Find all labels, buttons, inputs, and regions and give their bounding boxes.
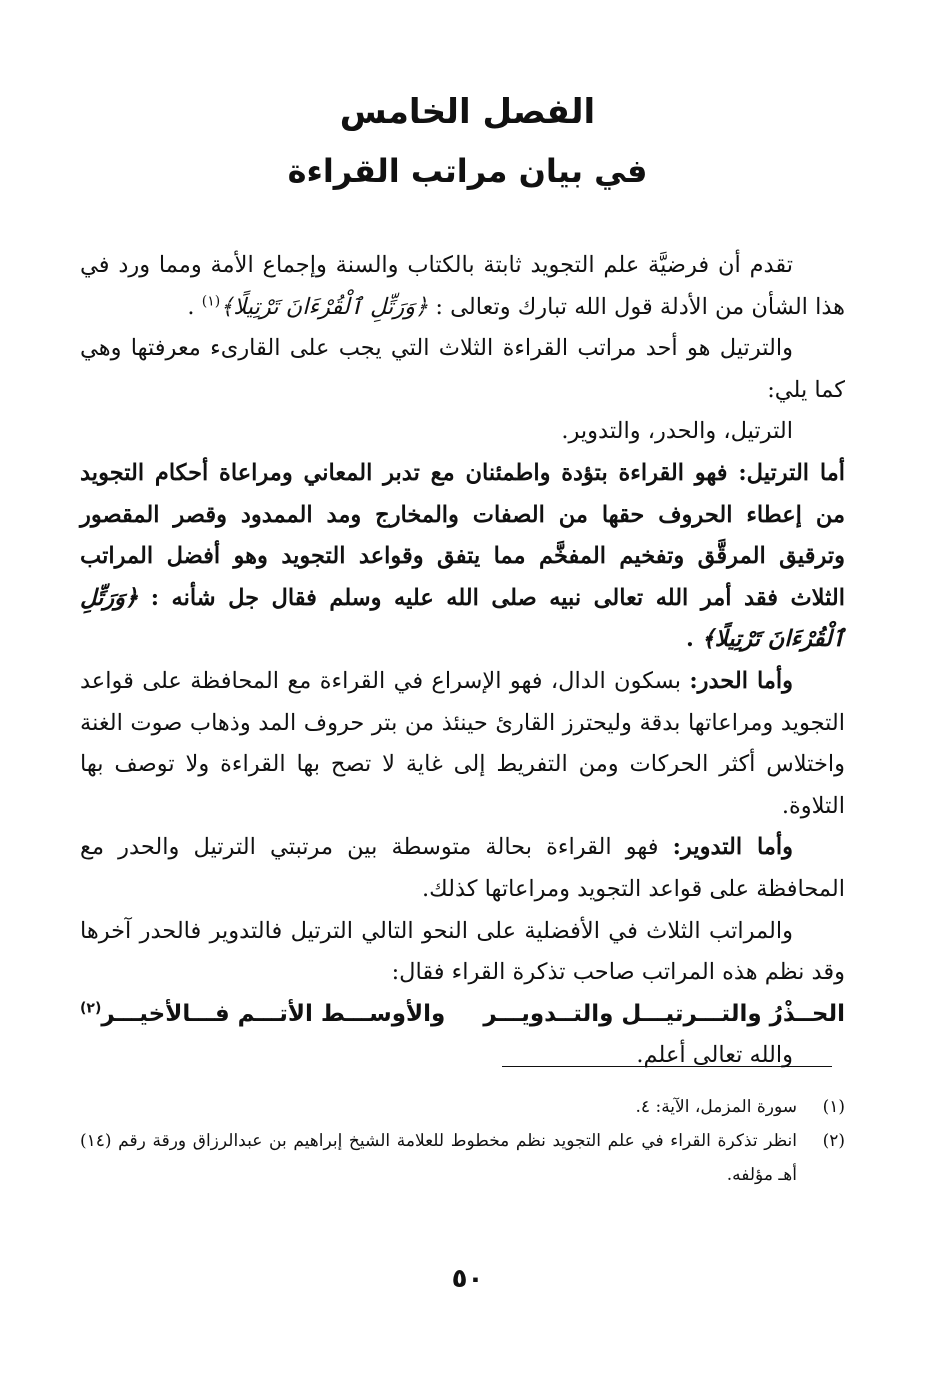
tarteel-label: أما الترتيل: [738,459,845,486]
paragraph-text: تقدم أن فرضيَّة علم التجويد ثابتة بالكتاب والسنة وإجماع الأمة ومما ورد في هذا الشأن من الأدلة قول الله تبارك وتعالى : [80,252,845,320]
footnote-divider [502,1066,832,1067]
paragraph-obligation [80,245,845,328]
footnotes [80,1090,845,1192]
paragraph-levels-intro: والترتيل هو أحد مراتب القراءة الثلاث التي يجب على القارىء معرفتها وهي كما يلي: [80,335,845,403]
quran-verse: ﴿وَرَتِّلِ ٱلْقُرْءَانَ تَرْتِيلًا﴾ [220,293,429,320]
quran-verse: ﴿وَرَتِّلِ ٱلْقُرْءَانَ تَرْتِيلًا﴾ [80,584,845,653]
tadweer-label: وأما التدوير: [672,834,793,861]
footnote-text: سورة المزمل، الآية: ٤. [635,1097,797,1117]
chapter-title: الفصل الخامس [339,92,596,132]
paragraph-order: والمراتب الثلاث في الأفضلية على النحو التالي الترتيل فالتدوير فالحدر آخرها وقد نظم هذه المراتب صاحب تذكرة القراء فقال: [80,917,845,986]
main-text [80,245,845,1077]
page-number: ٥٠ [451,1264,484,1294]
paragraph-tarteel [80,453,845,661]
tadweer-text: فهو القراءة بحالة متوسطة بين مرتبتي الترتيل والحدر مع المحافظة على قواعد التجويد ومراعاتها كذلك. [80,834,845,902]
poem-verse [80,994,845,1036]
footnote-number: (٢) [822,1131,845,1151]
verse-second-half: والأوســـط الأتـــم فـــالأخيـــر [101,1000,446,1027]
footnote-text: انظر تذكرة القراء في علم التجويد نظم مخطوط للعلامة الشيخ إبراهيم بن عبدالرزاق ورقة رقم (١٤) أهـ مؤلفه. [80,1131,797,1185]
footnote-ref-2: (٢) [80,1000,102,1017]
paragraph-levels-list: الترتيل، والحدر، والتدوير. [561,418,793,445]
punctuation: . [685,626,694,653]
closing-line: والله تعالى أعلم. [636,1042,793,1069]
footnote-item [80,1090,845,1124]
tarteel-text: فهو القراءة بتؤدة واطمئنان مع تدبر المعاني ومراعاة أحكام التجويد من إعطاء الحروف حقها من الصفات والمخارج ومد الممدود وقصر المقصور وترقيق المرقَّق وتفخيم المفخَّم مما يتفق وقواعد التجويد وهو أفضل المراتب الثلاث فقد أمر الله تعالى نبيه صلى الله عليه وسلم فقال جل شأنه : [80,459,845,611]
footnote-ref-1: (١) [201,293,221,310]
hadr-label: وأما الحدر: [689,667,793,694]
footnote-item [80,1124,845,1192]
footnote-number: (١) [822,1097,845,1117]
verse-second-half-wrap [80,994,445,1036]
paragraph-tadweer [80,827,845,910]
paragraph-hadr [80,661,845,827]
hadr-text: بسكون الدال، فهو الإسراع في القراءة مع المحافظة على قواعد التجويد ومراعاتها بدقة وليحترز القارئ حينئذ من بتر حروف المد وذهاب صوت الغنة واختلاس أكثر الحركات ومن التفريط إلى غاية لا تصح بها القراءة ولا توصف بها التلاوة. [80,667,845,819]
punctuation: . [187,293,195,320]
verse-first-half: الحــذْرُ والتـــرتيـــل والتــدويـــر [483,1000,845,1027]
chapter-subtitle: في بيان مراتب القراءة [287,152,648,190]
